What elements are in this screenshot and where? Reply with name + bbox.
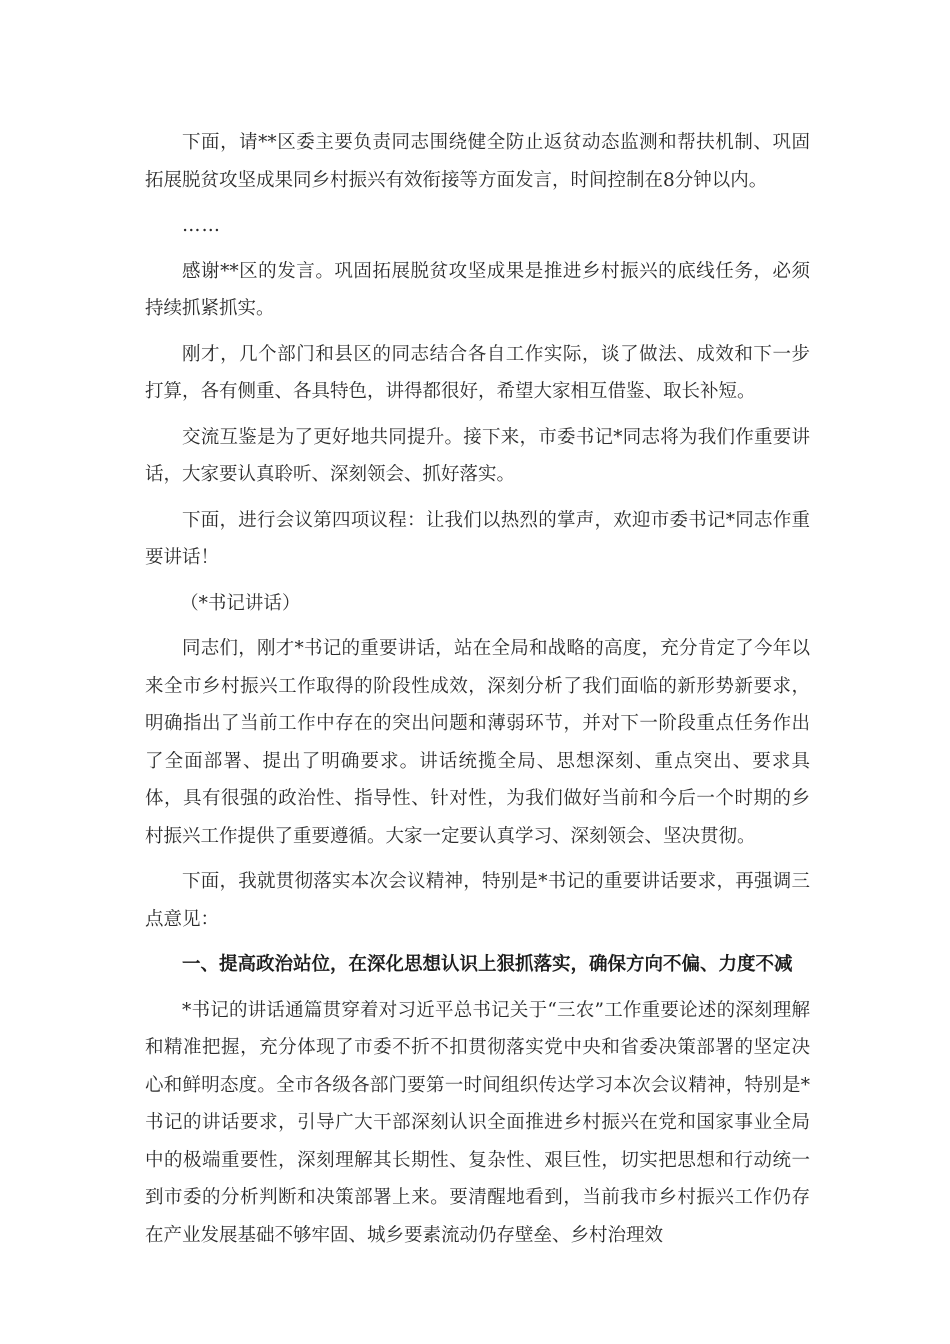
paragraph-summary: 刚才，几个部门和县区的同志结合各自工作实际，谈了做法、成效和下一步打算，各有侧重、各具特色，讲得都很好，希望大家相互借鉴、取长补短。 <box>145 343 810 402</box>
paragraph-speech-note: （*书记讲话） <box>180 592 301 614</box>
paragraph-thanks: 感谢**区的发言。巩固拓展脱贫攻坚成果是推进乡村振兴的底线任务，必须持续抓紧抓实。 <box>145 260 810 319</box>
document-body <box>145 124 810 1262</box>
paragraph-transition: 交流互鉴是为了更好地共同提升。接下来，市委书记*同志将为我们作重要讲话，大家要认真聆听、深刻领会、抓好落实。 <box>145 426 810 485</box>
paragraph-section-one-body: *书记的讲话通篇贯穿着对习近平总书记关于“三农”工作重要论述的深刻理解和精准把握，充分体现了市委不折不扣贯彻落实党中央和省委决策部署的坚定决心和鲜明态度。全市各级各部门要第一时间组织传达学习本次会议精神，特别是*书记的讲话要求，引导广大干部深刻认识全面推进乡村振兴在党和国家事业全局中的极端重要性，深刻理解其长期性、复杂性、艰巨性，切实把思想和行动统一到市委的分析判断和决策部署上来。要清醒地看到，当前我市乡村振兴工作仍存在产业发展基础不够牢固、城乡要素流动仍存壁垒、乡村治理效 <box>145 999 810 1246</box>
paragraph-three-points-intro: 下面，我就贯彻落实本次会议精神，特别是*书记的重要讲话要求，再强调三点意见： <box>145 871 810 930</box>
paragraph-speaker-intro: 下面，请**区委主要负责同志围绕健全防止返贫动态监测和帮扶机制、巩固拓展脱贫攻坚成果同乡村振兴有效衔接等方面发言，时间控制在8分钟以内。 <box>145 132 810 191</box>
paragraph-ellipsis: …… <box>182 215 221 236</box>
section-heading-one: 一、提高政治站位，在深化思想认识上狠抓落实，确保方向不偏、力度不减 <box>182 954 793 975</box>
paragraph-speech-review: 同志们，刚才*书记的重要讲话，站在全局和战略的高度，充分肯定了今年以来全市乡村振兴工作取得的阶段性成效，深刻分析了我们面临的新形势新要求，明确指出了当前工作中存在的突出问题和薄弱环节，并对下一阶段重点任务作出了全面部署、提出了明确要求。讲话统揽全局、思想深刻、重点突出、要求具体，具有很强的政治性、指导性、针对性，为我们做好当前和今后一个时期的乡村振兴工作提供了重要遵循。大家一定要认真学习、深刻领会、坚决贯彻。 <box>145 638 810 847</box>
paragraph-agenda-item-four: 下面，进行会议第四项议程：让我们以热烈的掌声，欢迎市委书记*同志作重要讲话！ <box>145 509 810 568</box>
